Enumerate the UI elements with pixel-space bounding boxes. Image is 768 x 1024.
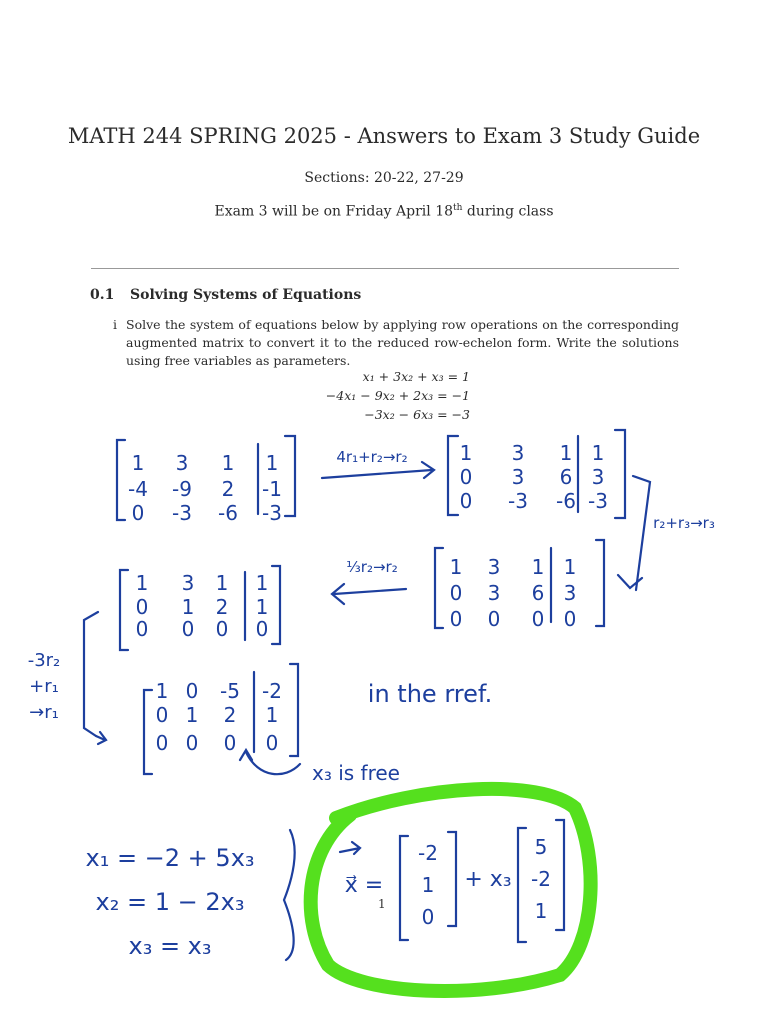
solution-line: x₃ = x₃ <box>128 932 212 960</box>
matrix-3-cell: 3 <box>487 555 501 579</box>
row-op-2: r₂+r₃→r₃ <box>653 514 715 532</box>
problem-text: Solve the system of equations below by applying row operations on the corresponding augmented matrix to convert it to the reduced row-echelon form. Write the solutions using free variables as parameters. <box>126 317 679 368</box>
matrix-1-cell: -3 <box>262 501 282 525</box>
matrix-2-cell: 0 <box>459 465 473 489</box>
problem-label: i <box>113 317 117 332</box>
matrix-2-cell: 3 <box>591 465 605 489</box>
matrix-1-cell: -9 <box>172 477 192 501</box>
page-title: MATH 244 SPRING 2025 - Answers to Exam 3 Study Guide <box>67 124 701 148</box>
matrix-1-cell: -3 <box>172 501 192 525</box>
vector-b-entry: 5 <box>534 835 548 859</box>
matrix-5-cell: 1 <box>185 703 199 727</box>
matrix-3-cell: 0 <box>563 607 577 631</box>
matrix-2-cell: 6 <box>559 465 573 489</box>
matrix-5-cell: 1 <box>155 679 169 703</box>
solution-line: x₁ = −2 + 5x₃ <box>85 844 255 872</box>
matrix-5-cell: -5 <box>220 679 240 703</box>
matrix-1-cell: 1 <box>221 451 235 475</box>
matrix-1-cell: -6 <box>218 501 238 525</box>
matrix-4-cell: 1 <box>255 595 269 619</box>
matrix-5-cell: 2 <box>223 703 237 727</box>
matrix-5-cell: 1 <box>265 703 279 727</box>
matrix-1-cell: -4 <box>128 477 148 501</box>
matrix-3-cell: 0 <box>449 581 463 605</box>
row-op-1: 4r₁+r₂→r₂ <box>336 448 408 466</box>
matrix-1-cell: 1 <box>131 451 145 475</box>
rref-note: in the rref. <box>367 680 493 708</box>
matrix-4-cell: 0 <box>181 617 195 641</box>
equation-1: x₁ + 3x₂ + x₃ = 1 <box>362 369 470 384</box>
vector-a-entry: 0 <box>421 905 435 929</box>
matrix-2-cell: 3 <box>511 441 525 465</box>
matrix-4-cell: 0 <box>135 617 149 641</box>
matrix-4-cell: 3 <box>181 571 195 595</box>
matrix-1-cell: 0 <box>131 501 145 525</box>
matrix-5-cell: -2 <box>262 679 282 703</box>
matrix-3-cell: 3 <box>487 581 501 605</box>
section-title: Solving Systems of Equations <box>130 287 362 303</box>
equation-2: −4x₁ − 9x₂ + 2x₃ = −1 <box>325 388 470 403</box>
matrix-5-cell: 0 <box>265 731 279 755</box>
matrix-2-cell: -3 <box>508 489 528 513</box>
solution-line: x₂ = 1 − 2x₃ <box>95 888 245 916</box>
exam-date-prefix: Exam 3 will be on Friday April 18 <box>214 203 454 220</box>
row-op-4-line: +r₁ <box>29 676 59 697</box>
matrix-1-cell: -1 <box>262 477 282 501</box>
matrix-3-cell: 6 <box>531 581 545 605</box>
row-op-4-line: →r₁ <box>29 702 59 723</box>
equation-3: −3x₂ − 6x₃ = −3 <box>364 407 470 422</box>
matrix-5-cell: 0 <box>223 731 237 755</box>
vector-b-entry: -2 <box>531 867 551 891</box>
matrix-2-cell: 1 <box>459 441 473 465</box>
section-number: 0.1 <box>90 287 115 303</box>
matrix-3-cell: 0 <box>531 607 545 631</box>
matrix-4-cell: 1 <box>215 571 229 595</box>
matrix-5-cell: 0 <box>185 731 199 755</box>
vector-a-entry: 1 <box>421 873 435 897</box>
matrix-3-cell: 3 <box>563 581 577 605</box>
free-variable-note: x₃ is free <box>312 761 400 785</box>
matrix-2-cell: -6 <box>556 489 576 513</box>
matrix-4-cell: 1 <box>255 571 269 595</box>
vector-a-entry: -2 <box>418 841 438 865</box>
matrix-2-cell: 0 <box>459 489 473 513</box>
row-op-4-line: -3r₂ <box>27 650 61 671</box>
matrix-5-cell: 0 <box>155 703 169 727</box>
matrix-4-cell: 0 <box>135 595 149 619</box>
matrix-1-cell: 1 <box>265 451 279 475</box>
matrix-3-cell: 0 <box>487 607 501 631</box>
solution-vector-label: x⃗ = <box>344 873 384 898</box>
vector-b-entry: 1 <box>534 899 548 923</box>
matrix-3-cell: 1 <box>531 555 545 579</box>
matrix-4-cell: 0 <box>215 617 229 641</box>
plus-term: + x₃ <box>464 867 512 892</box>
matrix-1-cell: 3 <box>175 451 189 475</box>
matrix-2-cell: -3 <box>588 489 608 513</box>
matrix-3-cell: 1 <box>563 555 577 579</box>
sections-line: Sections: 20-22, 27-29 <box>304 170 464 186</box>
matrix-2-cell: 1 <box>591 441 605 465</box>
matrix-4-cell: 1 <box>135 571 149 595</box>
page-number: 1 <box>378 897 386 911</box>
exam-date-suffix: during class <box>462 203 554 220</box>
matrix-2-cell: 3 <box>511 465 525 489</box>
matrix-3-cell: 1 <box>449 555 463 579</box>
matrix-5-cell: 0 <box>155 731 169 755</box>
matrix-1-cell: 2 <box>221 477 235 501</box>
exam-date-sup: th <box>453 203 463 213</box>
matrix-4-cell: 0 <box>255 617 269 641</box>
row-op-3: ⅓r₂→r₂ <box>346 558 398 576</box>
matrix-4-cell: 2 <box>215 595 229 619</box>
matrix-2-cell: 1 <box>559 441 573 465</box>
matrix-3-cell: 0 <box>449 607 463 631</box>
matrix-5-cell: 0 <box>185 679 199 703</box>
matrix-4-cell: 1 <box>181 595 195 619</box>
